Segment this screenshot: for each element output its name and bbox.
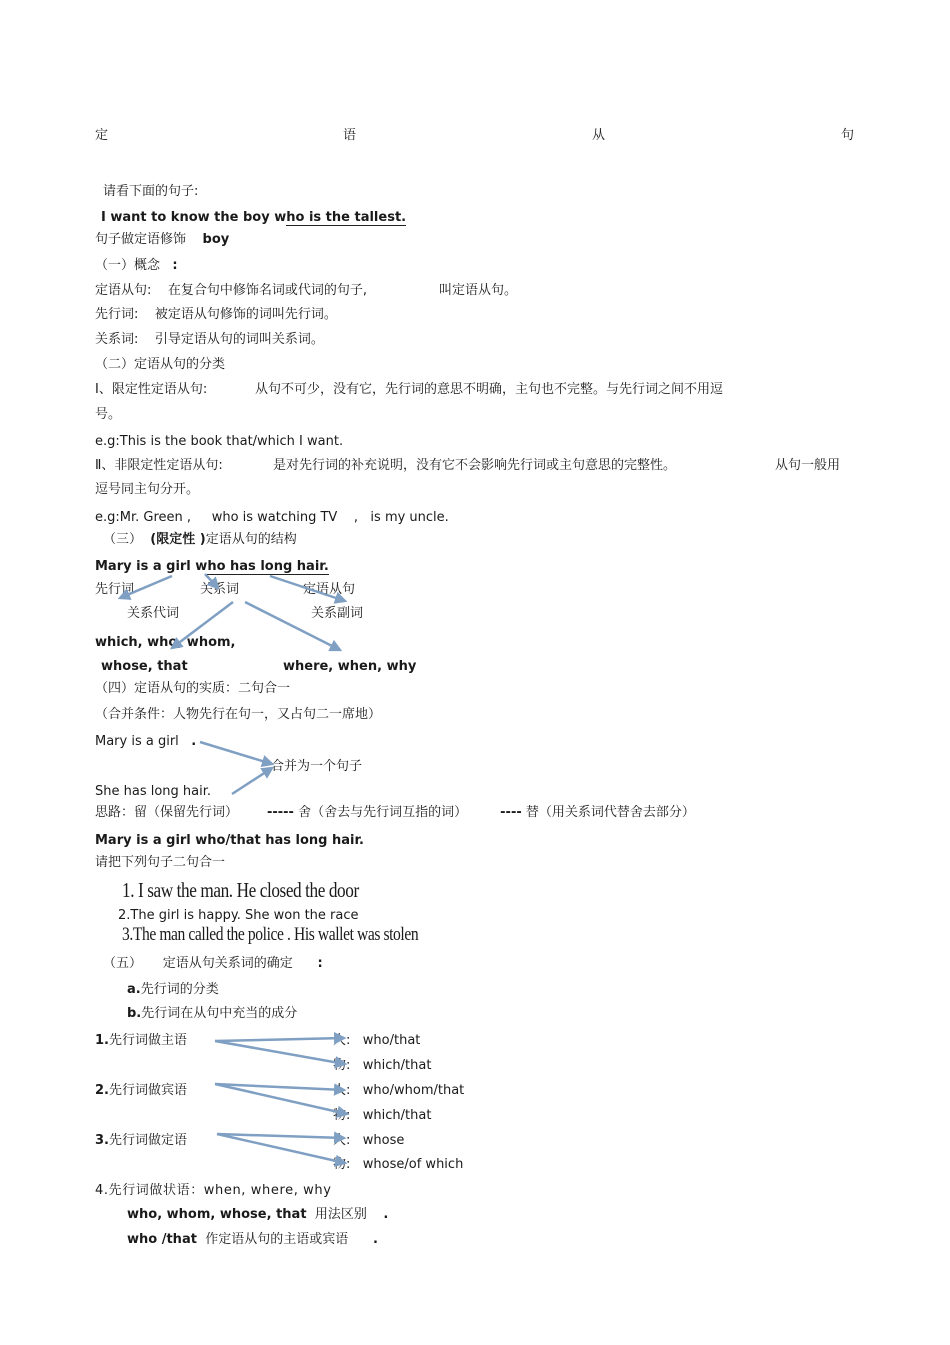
arrow-role3-person — [217, 1134, 344, 1138]
usage-distinction: who, whom, whose, that 用法区别 . — [127, 1207, 389, 1222]
arrow-role1-person — [215, 1038, 344, 1041]
role-subject-thing: 物: which/that — [333, 1058, 432, 1073]
role-attributive-thing: 物: whose/of which — [333, 1157, 464, 1172]
exercise-2: 2.The girl is happy. She won the race — [118, 908, 359, 923]
restrictive-description: 从句不可少，没有它，先行词的意思不明确，主句也不完整。与先行词之间不用逗 — [255, 382, 724, 397]
structure-sentence: Mary is a girl who has long hair. — [95, 559, 329, 574]
relative-pronouns-line-2: whose, that — [101, 659, 188, 674]
definition-attributive-clause-end: 叫定语从句。 — [439, 283, 518, 298]
arrow-role2-person — [215, 1084, 344, 1090]
example-non-restrictive: e.g:Mr. Green , who is watching TV , is my uncle. — [95, 510, 449, 525]
arrow-merge-2 — [232, 768, 272, 794]
example-restrictive: e.g:This is the book that/which I want. — [95, 434, 344, 449]
merge-condition: （合并条件：人物先行在句一，又占句二一席地） — [95, 707, 382, 722]
role-subject-label: 1.先行词做主语 — [95, 1033, 187, 1048]
title-char-2: 语 — [343, 128, 357, 143]
label-relative-word: 关系词 — [200, 582, 240, 597]
example-sentence: I want to know the boy who is the tallest. — [101, 210, 407, 225]
non-restrictive-description-end: 逗号同主句分开。 — [95, 482, 200, 497]
section-3-heading: （三） (限定性 )定语从句的结构 — [103, 532, 297, 547]
role-object-label: 2.先行词做宾语 — [95, 1083, 187, 1098]
relative-pronouns-line-1: which, who, whom, — [95, 635, 236, 650]
subsection-a: a.先行词的分类 — [127, 982, 219, 997]
definition-antecedent: 先行词: 被定语从句修饰的词叫先行词。 — [95, 307, 337, 322]
restrictive-label: Ⅰ、限定性定语从句: — [95, 382, 208, 397]
exercise-3: 3.The man called the police . His wallet was stolen — [122, 924, 419, 945]
role-attributive-label: 3.先行词做定语 — [95, 1133, 187, 1148]
non-restrictive-label: Ⅱ、非限定性定语从句: — [95, 458, 223, 473]
thinking-steps: 思路：留（保留先行词） ----- 舍（舍去与先行词互指的词） ---- 替（用关系词代替舍去部分） — [95, 805, 695, 820]
exercise-1: 1. I saw the man. He closed the door — [122, 878, 359, 902]
label-relative-adverb: 关系副词 — [311, 606, 364, 621]
label-antecedent: 先行词 — [95, 582, 135, 597]
non-restrictive-description-tail: 从句一般用 — [775, 458, 841, 473]
restrictive-description-end: 号。 — [95, 407, 122, 422]
section-2-heading: （二）定语从句的分类 — [95, 357, 226, 372]
role-object-person: 人: who/whom/that — [333, 1083, 465, 1098]
title-char-4: 句 — [841, 128, 855, 143]
usage-who-that: who /that 作定语从句的主语或宾语 . — [127, 1232, 378, 1247]
arrow-role2-thing — [215, 1084, 347, 1114]
title-char-3: 从 — [592, 128, 606, 143]
relative-adverbs: where, when, why — [283, 659, 417, 674]
arrow-role3-thing — [217, 1134, 345, 1163]
role-object-thing: 物: which/that — [333, 1108, 432, 1123]
label-relative-pronoun: 关系代词 — [127, 606, 180, 621]
role-subject-person: 人: who/that — [333, 1033, 421, 1048]
merge-label: 合并为一个句子 — [271, 759, 363, 774]
merge-sentence-1: Mary is a girl . — [95, 734, 197, 749]
merged-result: Mary is a girl who/that has long hair. — [95, 833, 364, 848]
arrow-role1-thing — [215, 1041, 345, 1064]
definition-attributive-clause: 定语从句: 在复合句中修饰名词或代词的句子, — [95, 283, 368, 298]
title-char-1: 定 — [95, 128, 109, 143]
label-attributive-clause: 定语从句 — [303, 582, 356, 597]
exercise-title: 请把下列句子二句合一 — [95, 855, 226, 870]
subsection-b: b.先行词在从句中充当的成分 — [127, 1006, 298, 1021]
example-note: 句子做定语修饰 boy — [95, 232, 230, 247]
section-1-heading: （一）概念 : — [95, 258, 178, 273]
non-restrictive-description: 是对先行词的补充说明，没有它不会影响先行词或主句意思的完整性。 — [273, 458, 677, 473]
intro-text: 请看下面的句子: — [103, 184, 199, 199]
role-attributive-person: 人: whose — [333, 1133, 405, 1148]
section-5-heading: （五） 定语从句关系词的确定 : — [103, 956, 323, 971]
role-adverbial: 4.先行词做状语：when, where, why — [95, 1183, 332, 1198]
section-4-heading: （四）定语从句的实质：二句合一 — [95, 681, 291, 696]
merge-sentence-2: She has long hair. — [95, 784, 212, 799]
definition-relative-word: 关系词: 引导定语从句的词叫关系词。 — [95, 332, 324, 347]
arrow-merge-1 — [200, 742, 272, 764]
